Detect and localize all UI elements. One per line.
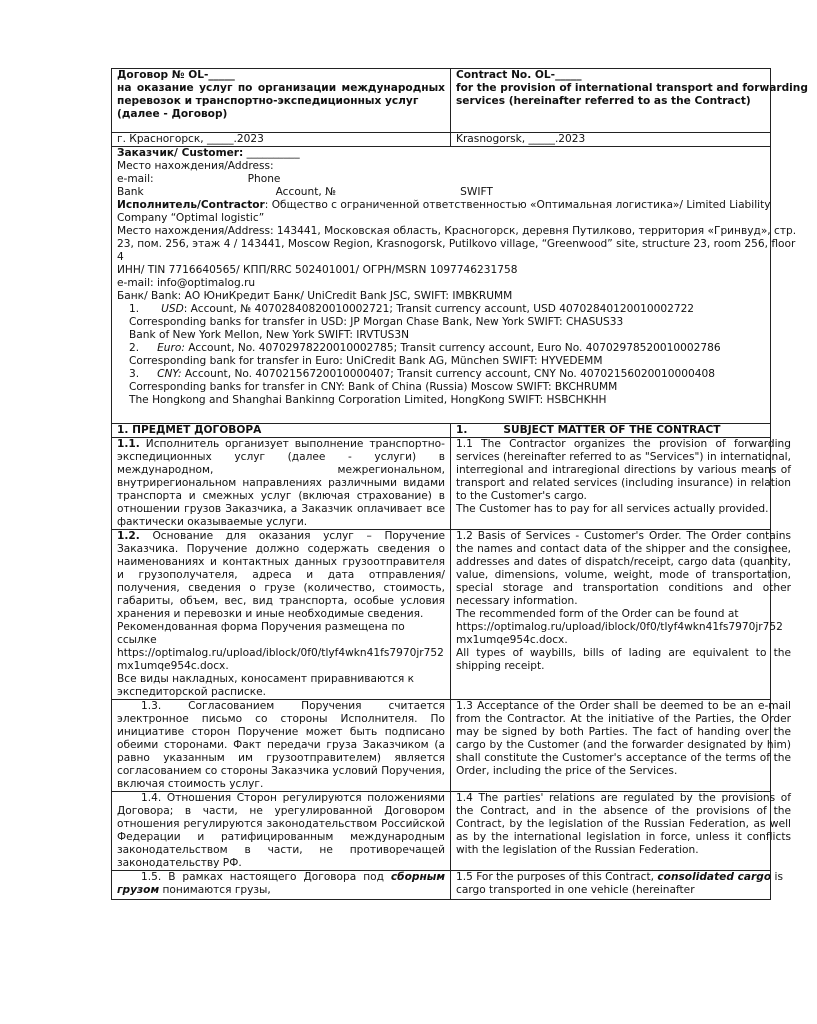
ru-clause-1-2: 1.2. Основание для оказания услуг – Поручение Заказчика. Поручение должно содержать сведения о наименованиях и контактных данных грузоотправителя и грузополучателя, адреса и дата отправления/получения, сведения о грузе (количество, стоимость, габариты, объем, вес, вид транспорта, особые условия хранения и перевозки и иные необходимые сведения. Рекомендованная форма Поручения размещена по ссылке https://optimalog.ru/upload/iblock/0f0/tlyf4wkn41fs7970jr752mx1umqe954c.docx. Все виды накладных, коносамент приравниваются к экспедиторской расписке. — [112, 530, 451, 700]
parties-cell — [112, 147, 797, 424]
en-clause-1-2: 1.2 Basis of Services - Customer's Order. The Order contains the names and contact data of the shipper and the consignee, addresses and dates of dispatch/receipt, cargo data (quantity, value, dimensions, volume, weight, mode of transportation, special storage and transportation conditions and other necessary information. The recommended form of the Order can be found at https://optimalog.ru/upload/iblock/0f0/tlyf4wkn41fs7970jr752mx1umqe954c.docx. All types of waybills, bills of lading are equivalent to the shipping receipt. — [451, 530, 771, 700]
account-euro: 2. Euro: Account, No. 40702978220010002785; Transit currency account, Euro No. 40702978520010002786 Corresponding bank for transfer in Euro: UniCredit Bank AG, München SWIFT: HYVEDEMM — [129, 342, 721, 367]
account-cny: 3. CNY: Account, No. 40702156720010000407; Transit currency account, CNY No. 40702156020010000408 Corresponding banks for transfer in CNY: Bank of China (Russia) Moscow SWIFT: BKCHRUMM The Hongkong and Shanghai Bankinng Corporation Limited, HongKong SWIFT: HSBCHKHH — [129, 368, 715, 406]
parties-row — [112, 147, 771, 424]
contractor-bank: Банк/ Bank: АО ЮниКредит Банк/ UniCredit Bank JSC, SWIFT: IMBKRUMM — [117, 290, 513, 302]
ru-clause-1-5: 1.5. В рамках настоящего Договора под сборным грузом понимаются грузы, — [112, 871, 451, 900]
en-order-form-link[interactable]: https://optimalog.ru/upload/iblock/0f0/tlyf4wkn41fs7970jr752mx1umqe954c.docx. — [456, 621, 783, 646]
clause-1-3-row — [112, 700, 771, 792]
customer-bank-label: Bank — [117, 186, 144, 198]
currency-usd: USD — [161, 303, 184, 315]
contractor-email: e-mail: info@optimalog.ru — [117, 277, 256, 289]
contract-table — [111, 68, 808, 900]
en-clause-1-1: 1.1 The Contractor organizes the provision of forwarding services (hereinafter referred to as "Services") in international, interregional and intraregional directions by various means of transport and related services (including insurance) in relation to the Customer's cargo. The Customer has to pay for all services actually provided. — [451, 438, 771, 530]
clause-1-5-row — [112, 871, 771, 900]
customer-swift-label: SWIFT — [460, 186, 493, 198]
title-row — [112, 69, 771, 133]
customer-label: Заказчик/ Customer: — [117, 147, 244, 159]
ru-clause-1-1: 1.1. Исполнитель организует выполнение транспортно-экспедиционных услуг (далее - услуги) в международном, межрегиональном, внутрирегиональном направлениях различными видами транспорта и смежных услуг (включая страхование) в отношении грузов Заказчика, а Заказчик оплачивает все фактически оказываемые услуги. — [112, 438, 451, 530]
contractor-name: : Общество с ограниченной ответственностью «Оптимальная логистика»/ Limited Liability Company “Optimal logistic” — [117, 199, 771, 224]
contractor-address: Место нахождения/Address: 143441, Московская область, Красногорск, деревня Путилково, территория «Гринвуд», стр. 23, пом. 256, этаж 4 / 143441, Moscow Region, Krasnogorsk, Putilkovo village, “Greenwood” site, structure 23, room 256, floor 4 — [117, 225, 797, 263]
en-title-cell — [451, 69, 808, 133]
en-contract-subject: for the provision of international transport and forwarding services (hereinafter referred to as the Contract) — [456, 82, 808, 107]
ru-contract-number: Договор № OL-_____ — [117, 69, 235, 81]
ru-section1-heading: 1. ПРЕДМЕТ ДОГОВОРА — [112, 424, 451, 438]
ru-place: г. Красногорск, _____.2023 — [112, 133, 451, 147]
ru-clause-1-4: 1.4. Отношения Сторон регулируются положениями Договора; в части, не урегулированной Договором отношения регулируются законодательством Российской Федерации и ратифицированным международным законодательством в части, не противоречащей законодательству РФ. — [112, 792, 451, 871]
section1-heading-row — [112, 424, 771, 438]
en-contract-number: Contract No. OL-_____ — [456, 69, 582, 81]
ru-title-cell — [112, 69, 451, 133]
clause-1-2-row — [112, 530, 771, 700]
place-row — [112, 133, 771, 147]
currency-cny: CNY: — [157, 368, 182, 380]
ru-clause-1-3: 1.3. Согласованием Поручения считается электронное письмо со стороны Исполнителя. По инициативе сторон Поручение может быть подписано обеими сторонами. Факт передачи груза Заказчиком (а равно указанным им грузоотправителем) является согласованием со стороны Заказчика условий Поручения, включая стоимость услуг. — [112, 700, 451, 792]
customer-blank: __________ — [246, 147, 300, 159]
en-place: Krasnogorsk, _____.2023 — [451, 133, 771, 147]
en-clause-1-3: 1.3 Acceptance of the Order shall be deemed to be an e-mail from the Contractor. At the initiative of the Parties, the Order may be signed by both Parties. The fact of handing over the cargo by the Customer (and the forwarder designated by him) shall constitute the Customer's acceptance of the terms of the Order, including the price of the Services. — [451, 700, 771, 792]
ru-order-form-link[interactable]: https://optimalog.ru/upload/iblock/0f0/tlyf4wkn41fs7970jr752mx1umqe954c.docx. — [117, 647, 444, 672]
customer-account-label: Account, № — [275, 186, 337, 198]
clause-1-1-row — [112, 438, 771, 530]
en-section1-heading: 1. SUBJECT MATTER OF THE CONTRACT — [451, 424, 771, 438]
currency-euro: Euro: — [157, 342, 185, 354]
ru-contract-subject: на оказание услуг по организации международных перевозок и транспортно-экспедиционных услуг — [117, 82, 445, 107]
contractor-label: Исполнитель/Contractor — [117, 199, 265, 211]
en-clause-1-5: 1.5 For the purposes of this Contract, consolidated cargo is cargo transported in one vehicle (hereinafter — [451, 871, 771, 900]
customer-email-label: e-mail: — [117, 173, 154, 185]
en-clause-1-4: 1.4 The parties' relations are regulated by the provisions of the Contract, and in the absence of the provisions of the Contract, by the legislation of the Russian Federation, as well as by the international legislation in force, unless it conflicts with the legislation of the Russian Federation. — [451, 792, 771, 871]
customer-address-label: Место нахождения/Address: — [117, 160, 274, 172]
account-usd: 1. USD: Account, № 40702840820010002721; Transit currency account, USD 40702840120010002722 Corresponding banks for transfer in USD: JP Morgan Chase Bank, New York SWIFT: CHASUS33 Bank of New York Mellon, New York SWIFT: IRVTUS3N — [129, 303, 695, 341]
clause-1-4-row — [112, 792, 771, 871]
customer-phone-label: Phone — [247, 173, 281, 185]
contractor-tax-ids: ИНН/ TIN 7716640565/ КПП/RRC 502401001/ ОГРН/MSRN 1097746231758 — [117, 264, 518, 276]
ru-contract-short: (далее - Договор) — [117, 108, 228, 120]
